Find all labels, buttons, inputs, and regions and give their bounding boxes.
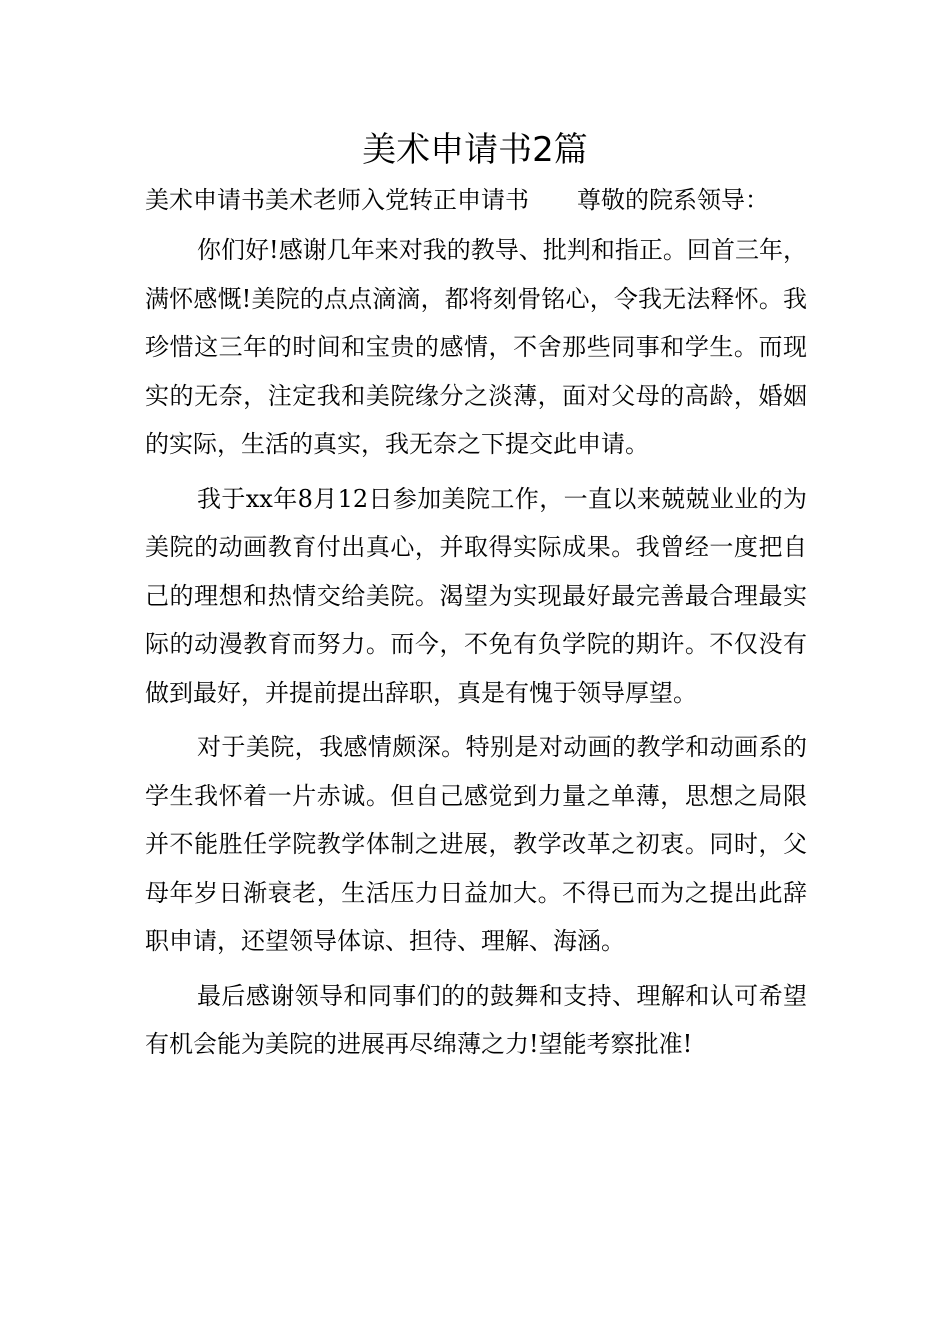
paragraph-3: 对于美院，我感情颇深。特别是对动画的教学和动画系的学生我怀着一片赤诚。但自己感觉到力量之单薄，思想之局限并不能胜任学院教学体制之进展，教学改革之初衷。同时，父母年岁日渐衰老，生活压力日益加大。不得已而为之提出此辞职申请，还望领导体谅、担待、理解、海涵。 xyxy=(145,733,807,955)
intro-line xyxy=(145,178,825,222)
paragraph-4: 最后感谢领导和同事们的的鼓舞和支持、理解和认可希望有机会能为美院的进展再尽绵薄之力!望能考察批准! xyxy=(145,981,807,1058)
document-body xyxy=(145,226,807,1075)
salutation: 尊敬的院系领导： xyxy=(577,186,769,214)
paragraph-2: 我于xx年8月12日参加美院工作，一直以来兢兢业业的为美院的动画教育付出真心，并取得实际成果。我曾经一度把自己的理想和热情交给美院。渴望为实现最好最完善最合理最实际的动漫教育而努力。而今，不免有负学院的期许。不仅没有做到最好，并提前提出辞职，真是有愧于领导厚望。 xyxy=(145,484,807,707)
document-title: 美术申请书2篇 xyxy=(362,130,588,170)
paragraph-1: 你们好!感谢几年来对我的教导、批判和指正。回首三年，满怀感慨!美院的点点滴滴，都将刻骨铭心，令我无法释怀。我珍惜这三年的时间和宝贵的感情，不舍那些同事和学生。而现实的无奈，注定我和美院缘分之淡薄，面对父母的高龄，婚姻的实际，生活的真实，我无奈之下提交此申请。 xyxy=(145,236,807,458)
intro-heading: 美术申请书美术老师入党转正申请书 xyxy=(145,186,529,214)
